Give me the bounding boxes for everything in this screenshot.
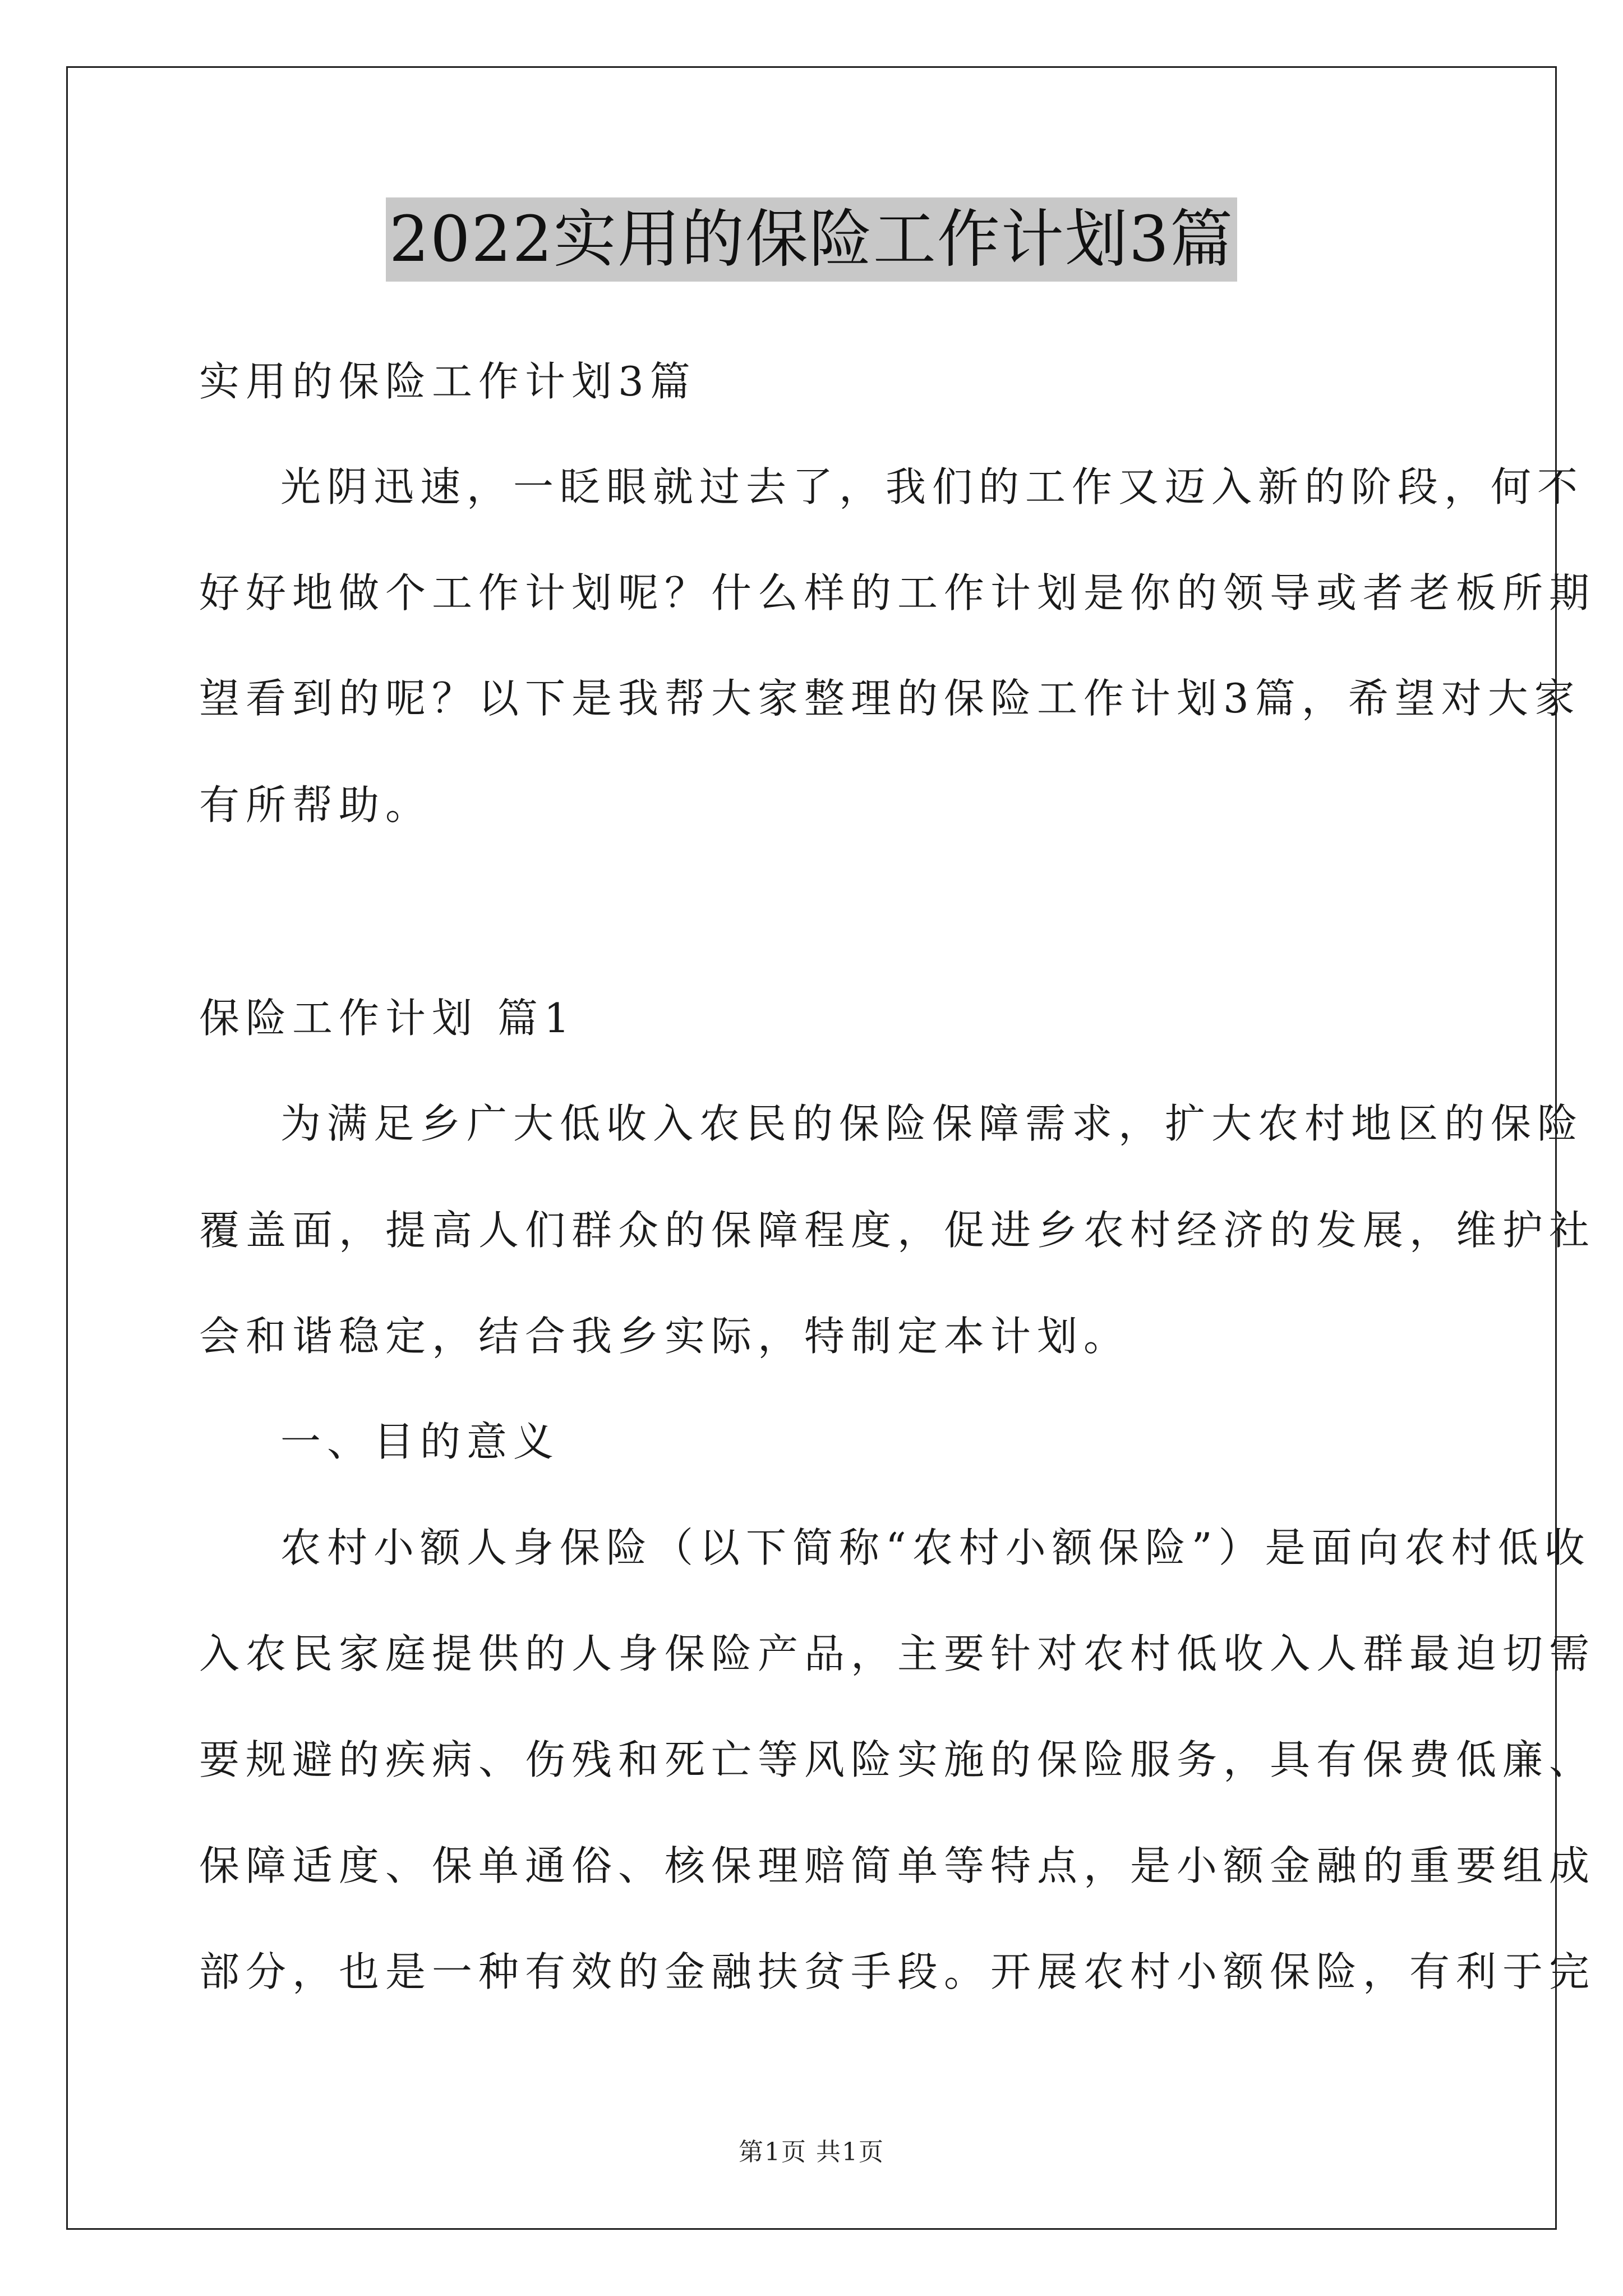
para1-line-2: 覆盖面，提高人们群众的保障程度，促进乡农村经济的发展，维护社 xyxy=(199,1207,1596,1254)
para1-line-1: 为满足乡广大低收入农民的保险保障需求，扩大农村地区的保险 xyxy=(280,1100,1584,1147)
intro-line-3: 望看到的呢？以下是我帮大家整理的保险工作计划3篇，希望对大家 xyxy=(199,675,1581,722)
para2-line-1: 农村小额人身保险（以下简称“农村小额保险”）是面向农村低收 xyxy=(280,1524,1591,1571)
para2-line-4: 保障适度、保单通俗、核保理赔简单等特点，是小额金融的重要组成 xyxy=(199,1842,1596,1889)
para2-line-5: 部分，也是一种有效的金融扶贫手段。开展农村小额保险，有利于完 xyxy=(199,1948,1596,1995)
para1-line-3: 会和谐稳定，结合我乡实际，特制定本计划。 xyxy=(199,1313,1131,1360)
title-wrap xyxy=(0,197,1623,282)
para2-line-3: 要规避的疾病、伤残和死亡等风险实施的保险服务，具有保费低廉、 xyxy=(199,1736,1596,1783)
para2-line-2: 入农民家庭提供的人身保险产品，主要针对农村低收入人群最迫切需 xyxy=(199,1630,1596,1677)
intro-line-2: 好好地做个工作计划呢？什么样的工作计划是你的领导或者老板所期 xyxy=(199,569,1596,616)
subheading: 一、目的意义 xyxy=(280,1418,560,1465)
intro-line-1: 光阴迅速，一眨眼就过去了，我们的工作又迈入新的阶段，何不 xyxy=(280,463,1584,510)
intro-line-4: 有所帮助。 xyxy=(199,781,432,829)
document-title: 2022实用的保险工作计划3篇 xyxy=(386,197,1237,282)
section-heading: 保险工作计划 篇1 xyxy=(199,995,576,1042)
page-footer: 第1页 共1页 xyxy=(739,2138,884,2166)
subtitle: 实用的保险工作计划3篇 xyxy=(199,358,697,405)
